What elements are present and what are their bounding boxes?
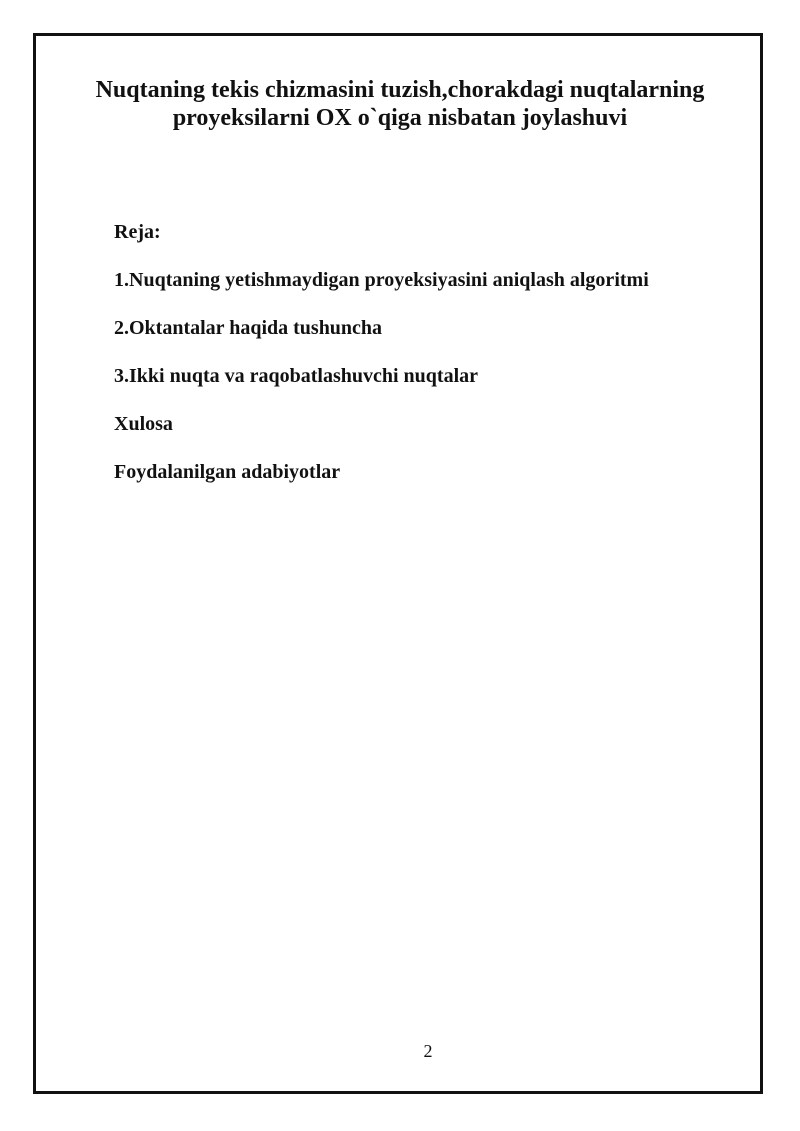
plan-item-2: 2.Oktantalar haqida tushuncha xyxy=(114,317,383,339)
plan-heading: Reja: xyxy=(114,221,161,243)
title-line-1: Nuqtaning tekis chizmasini tuzish,chorakdagi nuqtalarning xyxy=(95,77,705,103)
plan-item-3: 3.Ikki nuqta va raqobatlashuvchi nuqtalar xyxy=(114,365,479,387)
page-border xyxy=(33,33,763,1094)
plan-section xyxy=(114,220,744,508)
page-number: 2 xyxy=(423,1041,433,1061)
plan-item-conclusion: Xulosa xyxy=(114,413,173,435)
document-title xyxy=(40,76,760,132)
plan-item-references: Foydalanilgan adabiyotlar xyxy=(114,461,341,483)
title-line-2: proyeksilarni OX o`qiga nisbatan joylashuvi xyxy=(172,105,628,131)
plan-item-1: 1.Nuqtaning yetishmaydigan proyeksiyasini aniqlash algoritmi xyxy=(114,269,649,291)
